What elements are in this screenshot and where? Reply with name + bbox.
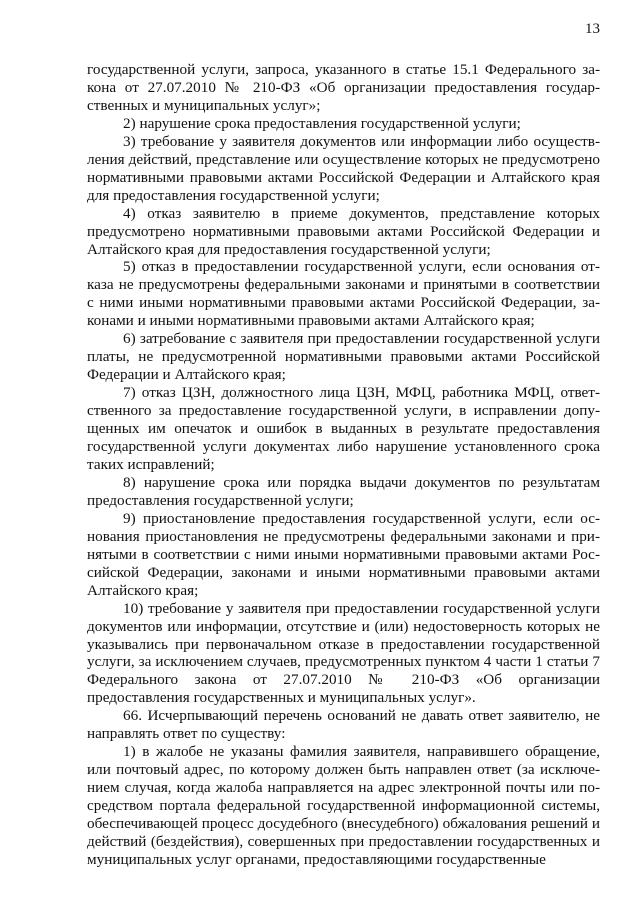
paragraph-66-item-1: 1) в жалобе не указаны фамилия заявителя, направившего обращение, или почтовый адрес, по которому должен быть направлен ответ (за исключением случая, когда жалоба направляется на адрес электронной почты или посредством портала федеральной государственной информационной системы, обеспечивающей процесс досудебного (внесудебного) обжалования решений и действий (бездействия), совершенных при предоставлении государственных и муниципальных услуг органами, предоставляющими государственные — [87, 743, 600, 868]
paragraph-item-8: 8) нарушение срока или порядка выдачи документов по результатам предоставления государственной услуги; — [87, 473, 600, 509]
paragraph-item-5: 5) отказ в предоставлении государственной услуги, если основания отказа не предусмотрены федеральными законами и принятыми в соответствии с ними иными нормативными правовыми актами Российской Федерации, законами и иными нормативными правовыми актами Алтайского края; — [87, 258, 600, 330]
paragraph-continuation: государственной услуги, запроса, указанного в статье 15.1 Федерального закона от 27.07.2010 № 210-ФЗ «Об организации предоставления государственных и муниципальных услуг»; — [87, 61, 600, 114]
paragraph-item-6: 6) затребование с заявителя при предоставлении государственной услуги платы, не предусмотренной нормативными правовыми актами Российской Федерации и Алтайского края; — [87, 330, 600, 384]
paragraph-section-66: 66. Исчерпывающий перечень оснований не давать ответ заявителю, не направлять ответ по существу: — [87, 707, 600, 743]
page-number: 13 — [585, 21, 600, 37]
paragraph-item-3: 3) требование у заявителя документов или информации либо осуществления действий, представление или осуществление которых не предусмотрено нормативными правовыми актами Российской Федерации и Алтайского края для предоставления государственной услуги; — [87, 132, 600, 204]
paragraph-item-10: 10) требование у заявителя при предоставлении государственной услуги документов или информации, отсутствие и (или) недостоверность которых не указывались при первоначальном отказе в предоставлении государственной услуги, за исключением случаев, предусмотренных пунктом 4 части 1 статьи 7 Федерального закона от 27.07.2010 № 210-ФЗ «Об организации предоставления государственных и муниципальных услуг». — [87, 599, 600, 707]
paragraph-item-4: 4) отказ заявителю в приеме документов, представление которых предусмотрено нормативными правовыми актами Российской Федерации и Алтайского края для предоставления государственной услуги; — [87, 204, 600, 258]
paragraph-item-7: 7) отказ ЦЗН, должностного лица ЦЗН, МФЦ, работника МФЦ, ответственного за предоставление государственной услуги, в исправлении допущенных им опечаток и ошибок в выданных в результате предоставления государственной услуги документах либо нарушение установленного срока таких исправлений; — [87, 384, 600, 473]
paragraph-item-2: 2) нарушение срока предоставления государственной услуги; — [123, 114, 521, 132]
paragraph-item-9: 9) приостановление предоставления государственной услуги, если основания приостановления не предусмотрены федеральными законами и принятыми в соответствии с ними иными нормативными правовыми актами Российской Федерации, законами и иными нормативными правовыми актами Алтайского края; — [87, 509, 600, 599]
document-body — [87, 61, 600, 869]
